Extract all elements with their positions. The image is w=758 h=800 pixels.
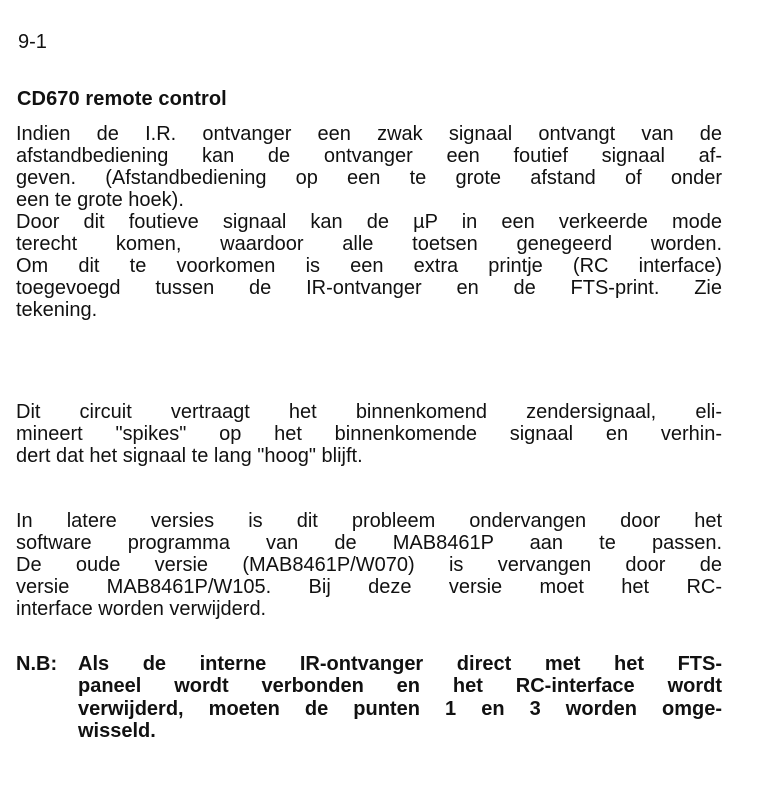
text-line: een te grote hoek). (16, 189, 184, 211)
paragraph-circuit (16, 401, 722, 467)
text-line: In latere versies is dit probleem ondervangen door het (16, 510, 722, 532)
text-line: toegevoegd tussen de IR-ontvanger en de FTS-print. Zie (16, 277, 722, 299)
text-line: dert dat het signaal te lang "hoog" blijft. (16, 445, 363, 467)
paragraph-software (16, 510, 722, 620)
text-line: mineert "spikes" op het binnenkomende signaal en verhin- (16, 423, 722, 445)
note-line: Als de interne IR-ontvanger direct met het FTS- (78, 653, 722, 675)
text-line: Om dit te voorkomen is een extra printje (RC interface) (16, 255, 722, 277)
note-body (78, 653, 722, 742)
section-title: CD670 remote control (17, 88, 227, 110)
text-line: Door dit foutieve signaal kan de µP in een verkeerde mode (16, 211, 722, 233)
text-line: software programma van de MAB8461P aan te passen. (16, 532, 722, 554)
note-line: paneel wordt verbonden en het RC-interface wordt (78, 675, 722, 698)
text-line: terecht komen, waardoor alle toetsen genegeerd worden. (16, 233, 722, 255)
text-line: versie MAB8461P/W105. Bij deze versie moet het RC- (16, 576, 722, 598)
note-line: verwijderd, moeten de punten 1 en 3 worden omge- (78, 697, 722, 720)
page-number: 9-1 (18, 31, 47, 53)
text-line: De oude versie (MAB8461P/W070) is vervangen door de (16, 554, 722, 576)
text-line: interface worden verwijderd. (16, 598, 267, 620)
text-line: geven. (Afstandbediening op een te grote afstand of onder (16, 167, 722, 189)
note-line: wisseld. (78, 719, 156, 742)
paragraph-intro (16, 123, 722, 321)
text-line: tekening. (16, 299, 98, 321)
text-line: Dit circuit vertraagt het binnenkomend zendersignaal, eli- (16, 401, 722, 423)
text-line: Indien de I.R. ontvanger een zwak signaal ontvangt van de (16, 123, 722, 145)
text-line: afstandbediening kan de ontvanger een foutief signaal af- (16, 145, 722, 167)
note-label: N.B: (16, 653, 58, 675)
